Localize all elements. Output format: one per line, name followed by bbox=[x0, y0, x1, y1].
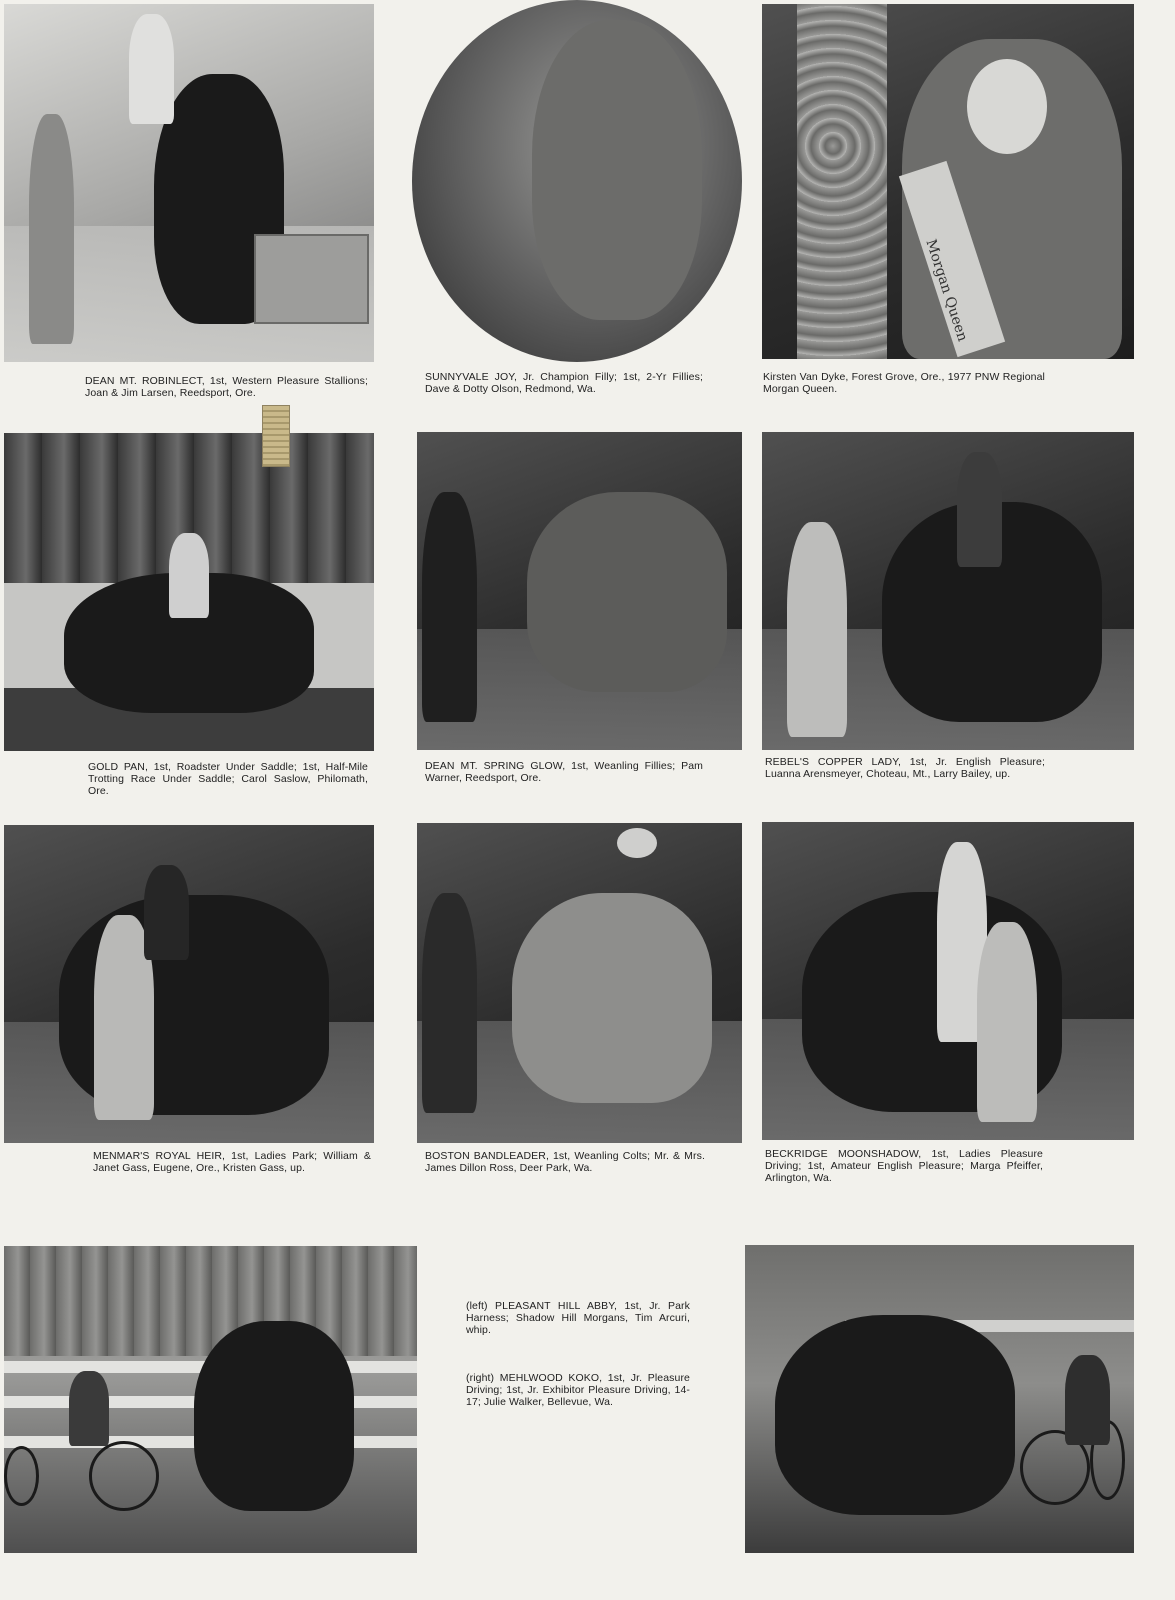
handler-silhouette bbox=[29, 114, 74, 344]
photo-beckridge-moonshadow bbox=[762, 822, 1134, 1140]
carriage-wheel bbox=[4, 1446, 39, 1506]
handler-silhouette bbox=[422, 893, 477, 1113]
rider-silhouette bbox=[957, 452, 1002, 567]
photo-menmars-royal-heir bbox=[4, 825, 374, 1143]
harness-horse-silhouette bbox=[194, 1321, 354, 1511]
photo-rebels-copper-lady bbox=[762, 432, 1134, 750]
caption-dean-mt-robinlect: DEAN MT. ROBINLECT, 1st, Western Pleasure Stallions; Joan & Jim Larsen, Reedsport, Ore. bbox=[85, 375, 368, 399]
chandelier bbox=[617, 828, 657, 858]
driver-silhouette bbox=[69, 1371, 109, 1446]
tree-line bbox=[4, 1246, 417, 1356]
caption-menmars-royal-heir: MENMAR'S ROYAL HEIR, 1st, Ladies Park; William & Janet Gass, Eugene, Ore., Kristen Gass, up. bbox=[93, 1150, 371, 1174]
photo-gold-pan bbox=[4, 433, 374, 751]
caption-sunnyvale-joy: SUNNYVALE JOY, Jr. Champion Filly; 1st, 2-Yr Fillies; Dave & Dotty Olson, Redmond, Wa. bbox=[425, 371, 703, 395]
caption-rebels-copper-lady: REBEL'S COPPER LADY, 1st, Jr. English Pleasure; Luanna Arensmeyer, Choteau, Mt., Larry Bailey, up. bbox=[765, 756, 1045, 780]
flower-planter bbox=[254, 234, 369, 324]
caption-beckridge-moonshadow: BECKRIDGE MOONSHADOW, 1st, Ladies Pleasure Driving; 1st, Amateur English Pleasure; Marga Pfeiffer, Arlington, Wa. bbox=[765, 1148, 1043, 1184]
rider-silhouette bbox=[129, 14, 174, 124]
horse-head-silhouette bbox=[532, 20, 702, 320]
carriage-wheel bbox=[89, 1441, 159, 1511]
photo-pleasant-hill-abby bbox=[4, 1246, 417, 1553]
presenter-silhouette bbox=[787, 522, 847, 737]
caption-boston-bandleader: BOSTON BANDLEADER, 1st, Weanling Colts; Mr. & Mrs. James Dillon Ross, Deer Park, Wa. bbox=[425, 1150, 705, 1174]
filly-silhouette bbox=[527, 492, 727, 692]
paper-clip-tag bbox=[262, 405, 290, 467]
photo-boston-bandleader bbox=[417, 823, 742, 1143]
caption-dean-mt-spring-glow: DEAN MT. SPRING GLOW, 1st, Weanling Fillies; Pam Warner, Reedsport, Ore. bbox=[425, 760, 703, 784]
caption-gold-pan: GOLD PAN, 1st, Roadster Under Saddle; 1st, Half-Mile Trotting Race Under Saddle; Carol Saslow, Philomath, Ore. bbox=[88, 761, 368, 797]
photo-sunnyvale-joy bbox=[412, 0, 742, 362]
photo-dean-mt-spring-glow bbox=[417, 432, 742, 750]
driving-horse-silhouette bbox=[775, 1315, 1015, 1515]
photo-mehlwood-koko bbox=[745, 1245, 1134, 1553]
photo-dean-mt-robinlect bbox=[4, 4, 374, 362]
presenter-silhouette bbox=[977, 922, 1037, 1122]
floral-arch bbox=[797, 4, 887, 359]
caption-morgan-queen: Kirsten Van Dyke, Forest Grove, Ore., 1977 PNW Regional Morgan Queen. bbox=[763, 371, 1045, 395]
driver-silhouette bbox=[1065, 1355, 1110, 1445]
caption-mehlwood-koko: (right) MEHLWOOD KOKO, 1st, Jr. Pleasure Driving; 1st, Jr. Exhibitor Pleasure Driving, 14-17; Julie Walker, Bellevue, Wa. bbox=[466, 1372, 690, 1408]
colt-silhouette bbox=[512, 893, 712, 1103]
handler-silhouette bbox=[422, 492, 477, 722]
rider-silhouette bbox=[144, 865, 189, 960]
queen-face bbox=[967, 59, 1047, 154]
rider-silhouette bbox=[169, 533, 209, 618]
photo-morgan-queen bbox=[762, 4, 1134, 359]
sash-text: Morgan Queen bbox=[922, 237, 971, 344]
caption-pleasant-hill-abby: (left) PLEASANT HILL ABBY, 1st, Jr. Park Harness; Shadow Hill Morgans, Tim Arcuri, whip. bbox=[466, 1300, 690, 1336]
